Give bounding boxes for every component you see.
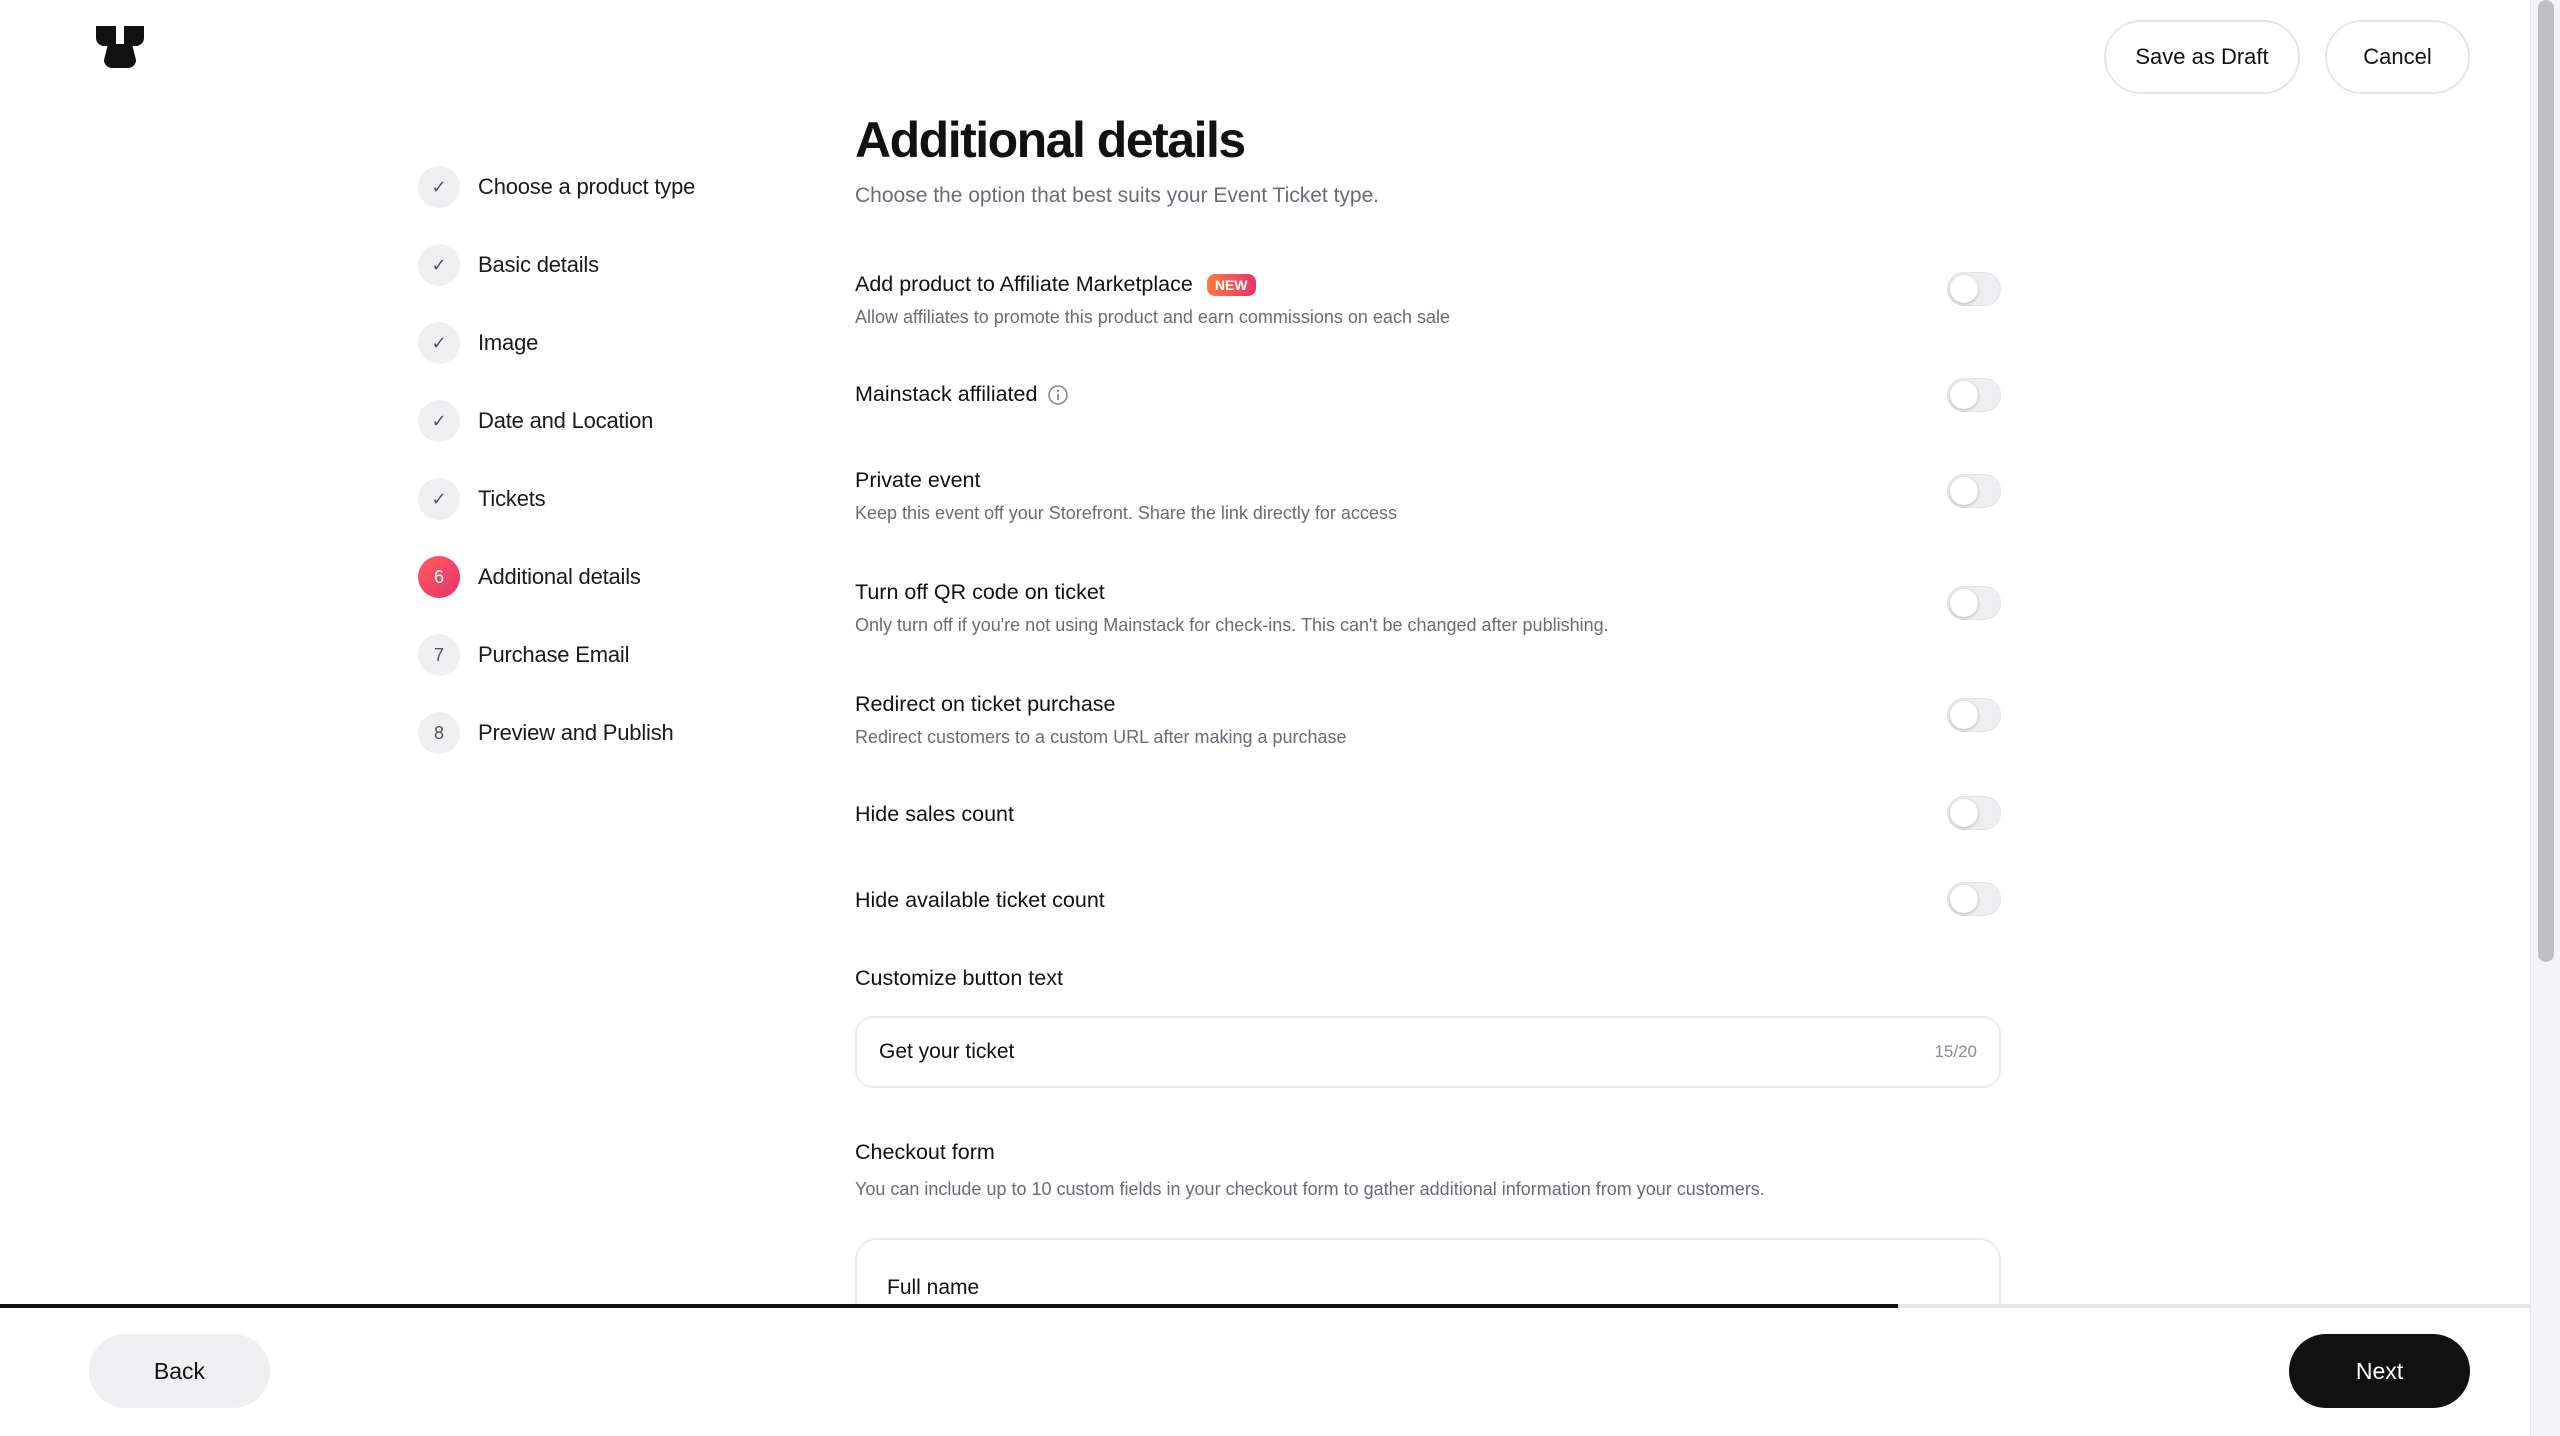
qr-code-toggle[interactable] (1947, 586, 2001, 620)
option-title: Hide sales count (855, 802, 1014, 826)
step-image[interactable] (418, 304, 695, 382)
main-content (855, 110, 2001, 1299)
hide-ticket-count-toggle[interactable] (1947, 882, 2001, 916)
option-mainstack-affiliated (855, 382, 2001, 407)
option-title: Turn off QR code on ticket (855, 580, 1105, 604)
step-basic-details[interactable] (418, 226, 695, 304)
step-label: Preview and Publish (478, 720, 674, 745)
step-number-badge: 7 (418, 634, 460, 676)
option-title: Mainstack affiliated (855, 382, 1038, 406)
option-affiliate-marketplace (855, 272, 2001, 328)
step-label: Basic details (478, 252, 599, 277)
step-purchase-email[interactable] (418, 616, 695, 694)
new-badge: NEW (1207, 274, 1256, 296)
step-additional-details[interactable] (418, 538, 695, 616)
option-private-event (855, 468, 2001, 524)
check-icon: ✓ (418, 478, 460, 520)
affiliate-marketplace-toggle[interactable] (1947, 272, 2001, 306)
section-description: You can include up to 10 custom fields in your checkout form to gather additional information from your customers. (855, 1179, 1765, 1199)
option-title: Redirect on ticket purchase (855, 692, 1116, 716)
step-number-badge: 6 (418, 556, 460, 598)
checkout-form-section (855, 1140, 2001, 1200)
redirect-toggle[interactable] (1947, 698, 2001, 732)
checkout-field-title: Full name (887, 1276, 980, 1299)
step-tickets[interactable] (418, 460, 695, 538)
private-event-toggle[interactable] (1947, 474, 2001, 508)
step-number-badge: 8 (418, 712, 460, 754)
character-counter: 15/20 (1934, 1042, 1977, 1061)
option-description: Allow affiliates to promote this product and earn commissions on each sale (855, 307, 1450, 327)
option-description: Only turn off if you're not using Mainstack for check-ins. This can't be changed after publishing. (855, 615, 1609, 635)
next-button[interactable]: Next (2289, 1334, 2470, 1408)
check-icon: ✓ (418, 322, 460, 364)
option-title: Add product to Affiliate Marketplace (855, 272, 1193, 296)
option-hide-available-ticket-count (855, 888, 2001, 913)
page-subtitle: Choose the option that best suits your Event Ticket type. (855, 184, 1380, 207)
step-preview-and-publish[interactable] (418, 694, 695, 772)
cancel-button[interactable]: Cancel (2325, 20, 2470, 94)
field-label: Customize button text (855, 966, 1063, 990)
scrollbar-thumb[interactable] (2538, 0, 2554, 962)
save-as-draft-button[interactable]: Save as Draft (2104, 20, 2300, 94)
button-text-input[interactable] (879, 1040, 1934, 1064)
check-icon: ✓ (418, 400, 460, 442)
hide-sales-count-toggle[interactable] (1947, 796, 2001, 830)
page-title: Additional details (855, 112, 1245, 168)
option-description: Redirect customers to a custom URL after making a purchase (855, 727, 1347, 747)
option-description: Keep this event off your Storefront. Share the link directly for access (855, 503, 1397, 523)
step-label: Date and Location (478, 408, 654, 433)
check-icon: ✓ (418, 244, 460, 286)
check-icon: ✓ (418, 166, 460, 208)
button-text-input-wrapper (855, 1016, 2001, 1088)
footer-bar (0, 1308, 2530, 1436)
step-choose-product-type[interactable] (418, 148, 695, 226)
option-turn-off-qr-code (855, 580, 2001, 636)
mainstack-affiliated-toggle[interactable] (1947, 378, 2001, 412)
customize-button-text-section (855, 966, 2001, 991)
step-date-and-location[interactable] (418, 382, 695, 460)
field-label: Checkout form (855, 1140, 995, 1164)
step-list (418, 148, 695, 772)
option-hide-sales-count (855, 802, 2001, 827)
mainstack-logo-icon[interactable] (94, 24, 146, 70)
scrollbar[interactable] (2530, 0, 2560, 1436)
option-title: Private event (855, 468, 981, 492)
back-button[interactable]: Back (89, 1334, 270, 1408)
step-label: Additional details (478, 564, 641, 589)
step-label: Purchase Email (478, 642, 630, 667)
step-label: Image (478, 330, 539, 355)
info-icon[interactable] (1047, 384, 1069, 406)
step-label: Choose a product type (478, 174, 696, 199)
step-label: Tickets (478, 486, 546, 511)
option-title: Hide available ticket count (855, 888, 1105, 912)
option-redirect-on-purchase (855, 692, 2001, 748)
